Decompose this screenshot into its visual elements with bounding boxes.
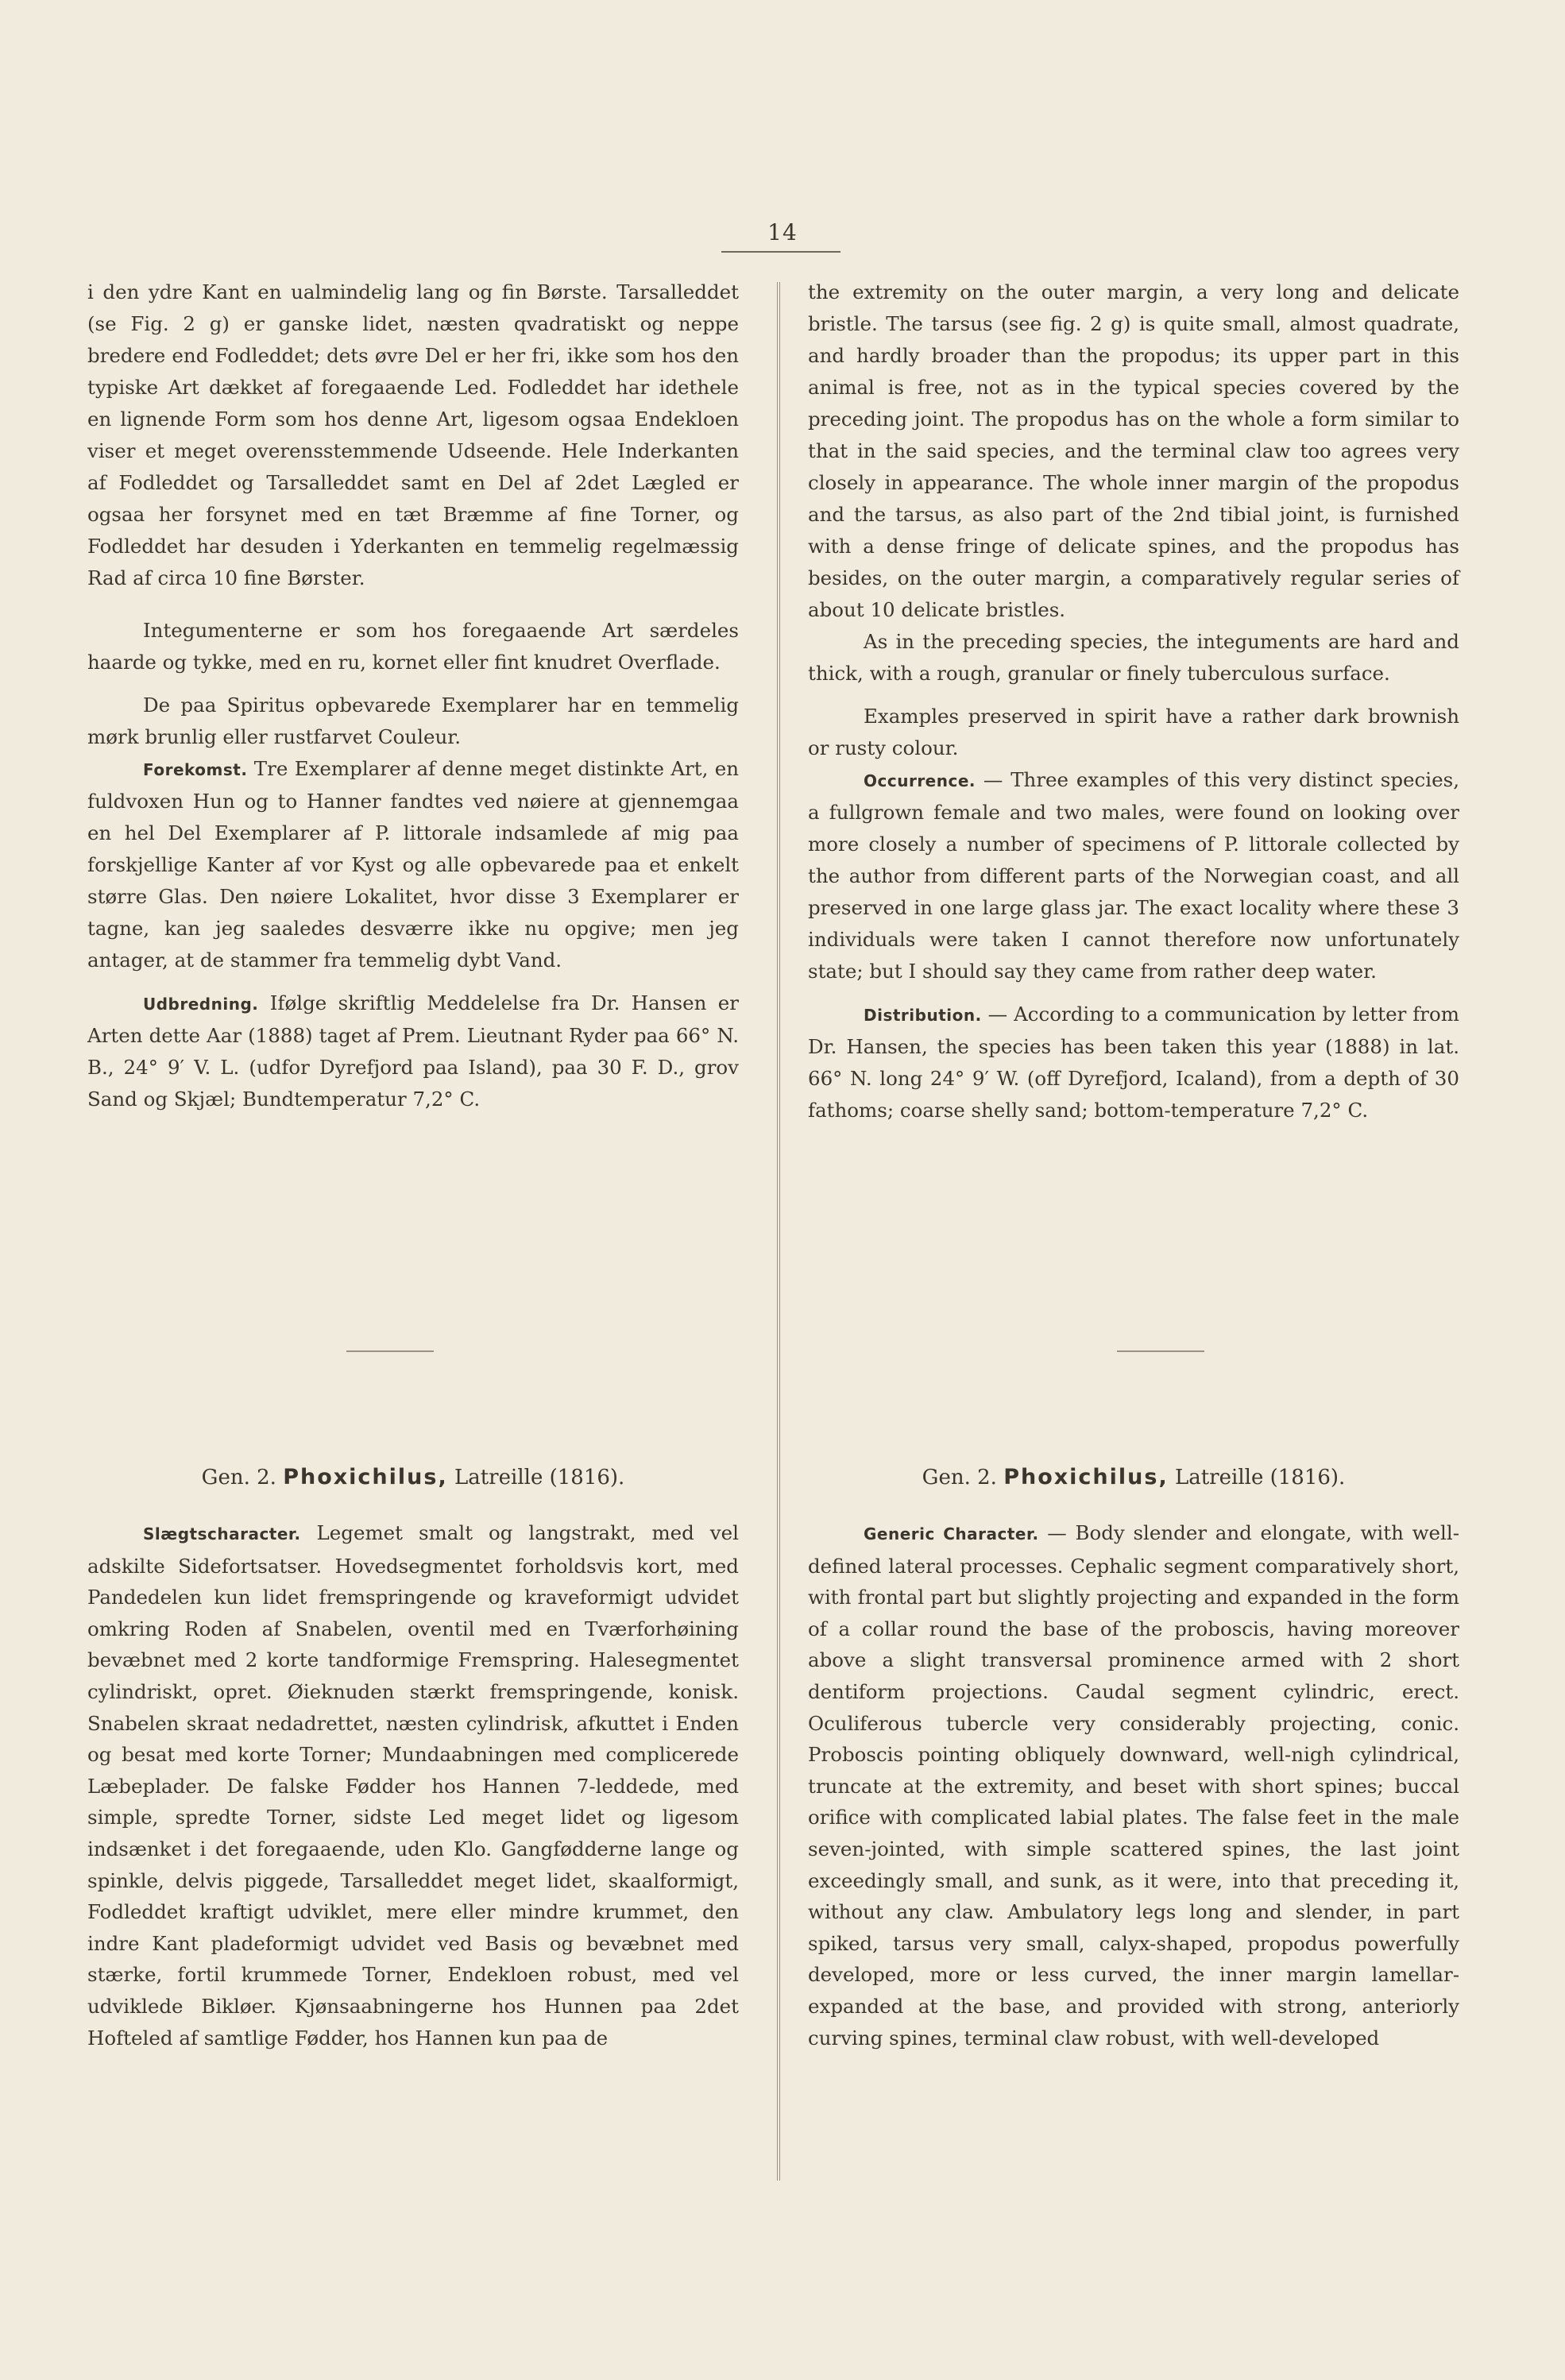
right-paragraph-3: Examples preserved in spirit have a rather dark brownish or rusty colour. [808,705,1459,759]
left-generic-paragraph [87,1517,739,2054]
right-distribution-paragraph [808,999,1459,1126]
left-distribution-label: Udbredning. [143,995,259,1014]
right-generic-text: — Body slender and elongate, with well-defined lateral processes. Cephalic segment comparatively short, with frontal part but slightly projecting and expanded in the form of a collar round the base of the proboscis, having moreover above a slight transversal prominence armed with 2 short dentiform projections. Caudal segment cylindric, erect. Oculiferous tubercle very considerably projecting, conic. Proboscis pointing obliquely downward, well-nigh cylindrical, truncate at the extremity, and beset with short spines; buccal orifice with complicated labial plates. The false feet in the male seven-jointed, with simple scattered spines, the last joint exceedingly small, and sunk, as it were, into that preceding it, without any claw. Ambulatory legs long and slender, in part spiked, tarsus very small, calyx-shaped, propodus powerfully developed, more or less curved, the inner margin lamellar-expanded at the base, and provided with strong, anteriorly curving spines, terminal claw robust, with well-developed [808,1521,1460,2050]
right-paragraph-2: As in the preceding species, the integuments are hard and thick, with a rough, granular or finely tuberculous surface. [808,630,1459,685]
right-section-rule [1117,1350,1204,1352]
left-paragraph-2: Integumenterne er som hos foregaaende Art særdeles haarde og tykke, med en ru, kornet eller fint knudret Overflade. [87,619,739,674]
right-genus-name: Phoxichilus, [1003,1465,1169,1489]
right-genus-section [808,1459,1459,2054]
left-section-rule [346,1350,434,1352]
right-generic-label: Generic Character. [864,1524,1039,1544]
left-occurrence-paragraph [87,753,739,976]
page-number: 14 [767,219,798,245]
left-occurrence-label: Forekomst. [143,760,248,779]
right-distribution-text: — According to a communication by letter from Dr. Hansen, the species has been taken this year (1888) in lat. 66° N. long 24° 9′ W. (off Dyrefjord, Icaland), from a depth of 30 fathoms; coarse shelly sand; bottom-temperature 7,2° C. [808,1003,1460,1122]
left-paragraph-3: De paa Spiritus opbevarede Exemplarer har en temmelig mørk brunlig eller rustfarvet Couleur. [87,694,739,748]
left-genus-author: Latreille (1816). [454,1466,625,1489]
left-generic-label: Slægtscharacter. [143,1524,301,1544]
left-generic-text: Legemet smalt og langstrakt, med vel adskilte Sidefortsatser. Hovedsegmentet forholdsvis kort, med Pandedelen kun lidet fremspringende og kraveformigt udvidet omkring Roden af Snabelen, oventil med en Tværforhøining bevæbnet med 2 korte tandformige Fremspring. Halesegmentet cylindriskt, opret. Øieknuden stærkt fremspringende, konisk. Snabelen skraat nedadrettet, næsten cylindrisk, afkuttet i Enden og besat med korte Torner; Mundaabningen med complicerede Læbeplader. De falske Fødder hos Hannen 7-leddede, med simple, spredte Torner, sidste Led meget lidet og ligesom indsænket i det foregaaende, uden Klo. Gangfødderne lange og spinkle, delvis piggede, Tarsalleddet meget lidet, skaalformigt, Fodleddet kraftigt udviklet, mere eller mindre krummet, den indre Kant pladeformigt udvidet ved Basis og bevæbnet med stærke, fortil krummede Torner, Endekloen robust, med vel udviklede Bikløer. Kjønsaabningerne hos Hunnen paa 2det Hofteled af samtlige Fødder, hos Hannen kun paa de [87,1521,739,2050]
right-genus-heading [808,1459,1459,1497]
right-generic-paragraph [808,1517,1459,2054]
left-occurrence-text: Tre Exemplarer af denne meget distinkte Art, en fuldvoxen Hun og to Hanner fandtes ved nøiere at gjennemgaa en hel Del Exemplarer af P. littorale indsamlede af mig paa forskjellige Kanter af vor Kyst og alle opbevarede paa et enkelt større Glas. Den nøiere Lokalitet, hvor disse 3 Exemplarer er tagne, kan jeg saaledes desværre ikke nu opgive; men jeg antager, at de stammer fra temmelig dybt Vand. [87,757,739,972]
right-occurrence-paragraph [808,764,1459,987]
right-occurrence-label: Occurrence. [864,771,976,790]
right-genus-prefix: Gen. 2. [922,1466,997,1489]
left-distribution-paragraph [87,987,739,1115]
left-genus-section [87,1459,739,2054]
page-number-rule [721,251,840,253]
right-column [808,276,1459,1126]
right-genus-author: Latreille (1816). [1174,1466,1346,1489]
column-divider [777,282,780,2181]
left-column [87,276,739,1115]
right-paragraph-1: the extremity on the outer margin, a very long and delicate bristle. The tarsus (see fig. 2 g) is quite small, almost quadrate, and hardly broader than the propodus; its upper part in this animal is free, not as in the typical species covered by the preceding joint. The propodus has on the whole a form similar to that in the said species, and the terminal claw too agrees very closely in appearance. The whole inner margin of the propodus and the tarsus, as also part of the 2nd tibial joint, is furnished with a dense fringe of delicate spines, and the propodus has besides, on the outer margin, a comparatively regular series of about 10 delicate bristles. [808,280,1459,621]
left-paragraph-1: i den ydre Kant en ualmindelig lang og fin Børste. Tarsalleddet (se Fig. 2 g) er ganske lidet, næsten qvadratiskt og neppe bredere end Fodleddet; dets øvre Del er her fri, ikke som hos den typiske Art dækket af foregaaende Led. Fodleddet har idethele en lignende Form som hos denne Art, ligesom ogsaa Endekloen viser et meget overensstemmende Udseende. Hele Inderkanten af Fodleddet og Tarsalleddet samt en Del af 2det Lægled er ogsaa her forsynet med en tæt Bræmme af fine Torner, og Fodleddet har desuden i Yderkanten en temmelig regelmæssig Rad af circa 10 fine Børster. [87,280,739,589]
left-genus-prefix: Gen. 2. [201,1466,276,1489]
right-distribution-label: Distribution. [864,1006,982,1025]
left-genus-name: Phoxichilus, [283,1465,448,1489]
right-occurrence-text: — Three examples of this very distinct species, a fullgrown female and two males, were found on looking over more closely a number of specimens of P. littorale collected by the author from different parts of the Norwegian coast, and all preserved in one large glass jar. The exact locality where these 3 individuals were taken I cannot therefore now unfortunately state; but I should say they came from rather deep water. [808,768,1459,983]
left-genus-heading [87,1459,739,1497]
left-distribution-text: Ifølge skriftlig Meddelelse fra Dr. Hansen er Arten dette Aar (1888) taget af Prem. Lieutnant Ryder paa 66° N. B., 24° 9′ V. L. (udfor Dyrefjord paa Island), paa 30 F. D., grov Sand og Skjæl; Bundtemperatur 7,2° C. [87,991,739,1111]
